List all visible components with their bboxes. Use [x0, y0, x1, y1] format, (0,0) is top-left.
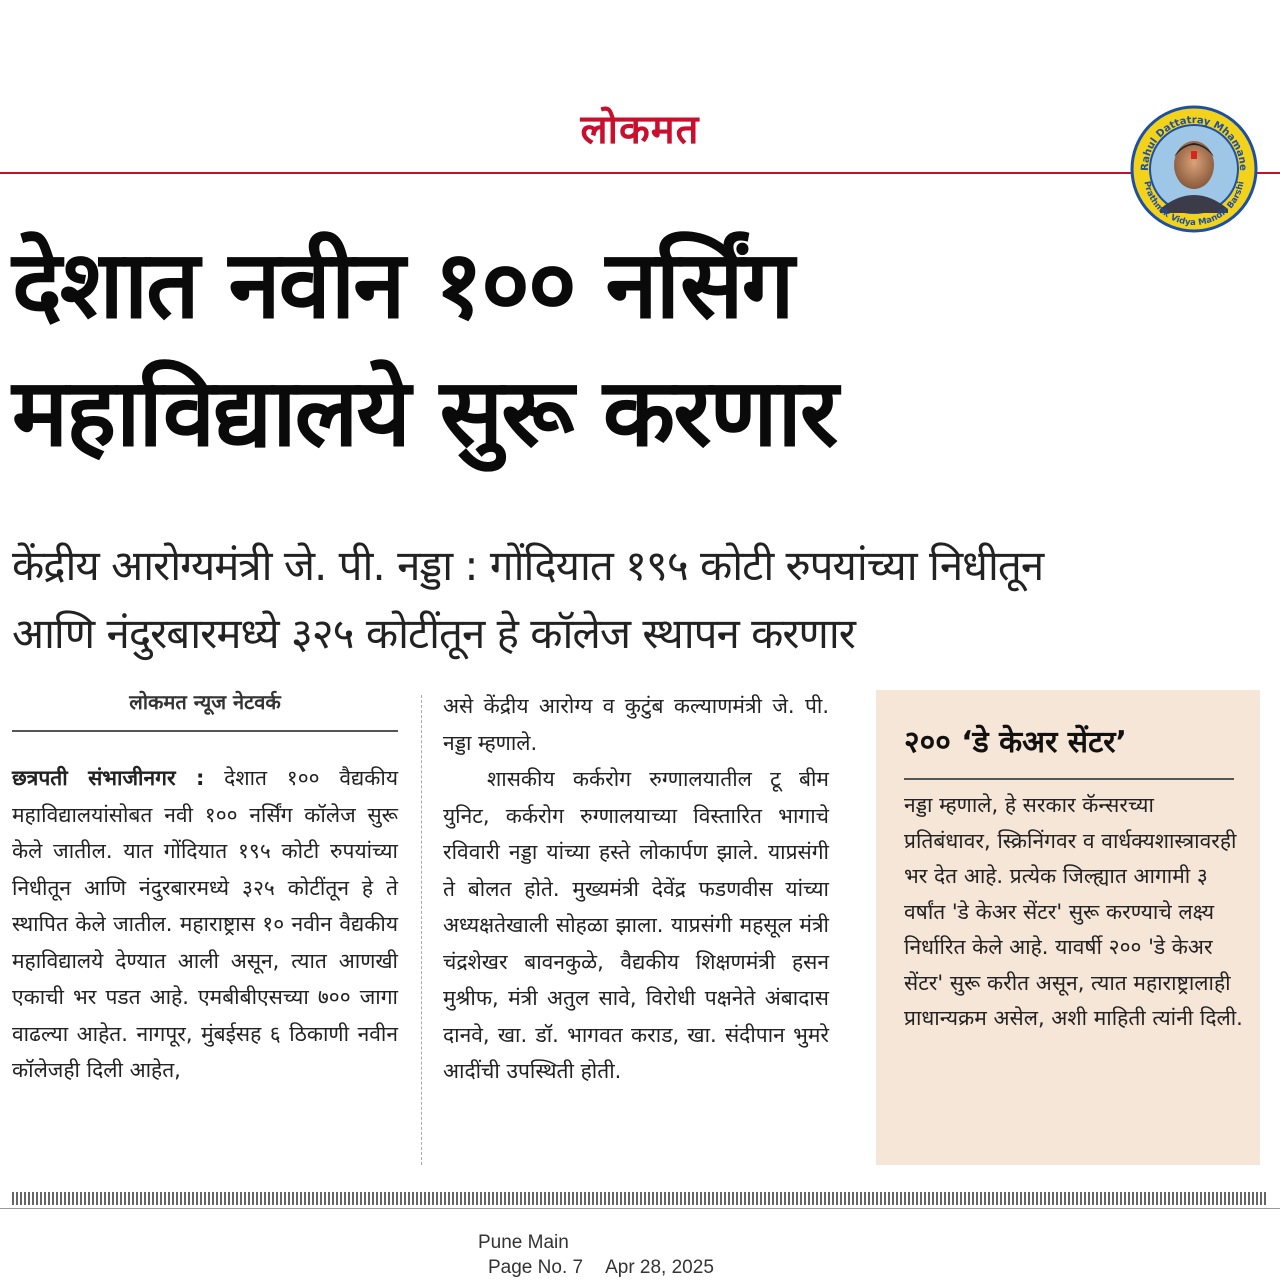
page-number: Page No. 7 — [488, 1257, 584, 1278]
dateline: छत्रपती संभाजीनगर : — [12, 766, 205, 790]
subheadline — [12, 532, 1268, 668]
headline-line-1: देशात नवीन १०० नर्सिंग — [12, 231, 793, 340]
column-2-paragraph-2: शासकीय कर्करोग रुग्णालयातील टू बीम युनिट, कर्करोग रुग्णालयाच्या विस्तारित भागाचे रविवारी नड्डा यांच्या हस्ते लोकार्पण झाले. याप्रसंगी ते बोलत होते. मुख्यमंत्री देवेंद्र फडणवीस यांच्या अध्यक्षतेखाली सोहळा झाला. याप्रसंगी महसूल मंत्री चंद्रशेखर बावनकुळे, वैद्यकीय शिक्षणमंत्री हसन मुश्रीफ, मंत्री अतुल सावे, विरोधी पक्षनेते अंबादास दानवे, खा. डॉ. भागवत कराड, खा. संदीपान भुमरे आदींची उपस्थिती होती. — [443, 767, 829, 1083]
column-divider — [421, 695, 422, 1165]
byline-rule — [12, 730, 398, 732]
sidebar-text: नड्डा म्हणाले, हे सरकार कॅन्सरच्या प्रतिबंधावर, स्क्रिनिंगवर व वार्धक्यशास्त्रावरही भर देत आहे. प्रत्येक जिल्ह्यात आगामी ३ वर्षांत 'डे केअर सेंटर' सुरू करण्याचे लक्ष्य निर्धारित केले आहे. यावर्षी २०० 'डे केअर सेंटर' सुरू करीत असून, त्यात महाराष्ट्रालाही प्राधान्यक्रम असेल, अशी माहिती त्यांनी दिली. — [904, 793, 1243, 1030]
sidebar-title: २०० ‘डे केअर सेंटर’ — [904, 725, 1127, 760]
publication-date: Apr 28, 2025 — [605, 1257, 714, 1278]
column-1-text: देशात १०० वैद्यकीय महाविद्यालयांसोबत नवी १०० नर्सिंग कॉलेज सुरू केले जातील. यात गोंदियात १९५ कोटी रुपयांच्या निधीतून आणि नंदुरबारमध्ये ३२५ कोटींतून हे ते स्थापित केले जातील. महाराष्ट्रास १० नवीन वैद्यकीय महाविद्यालये देण्यात आली असून, त्यात आणखी एकाची भर पडत आहे. एमबीबीएसच्या ७०० जागा वाढल्या आहेत. नागपूर, मुंबईसह ६ ठिकाणी नवीन कॉलेजही दिली आहेत, — [12, 766, 398, 1082]
edition-name: Pune Main — [478, 1232, 569, 1253]
headline — [12, 222, 1262, 478]
article-column-1 — [12, 760, 398, 1089]
author-seal — [1130, 105, 1258, 233]
footer-rule — [0, 1208, 1280, 1209]
headline-line-2: महाविद्यालये सुरू करणार — [12, 359, 837, 468]
seal-bottom-text: Prathmik Vidya Mandir Barshi — [1141, 180, 1247, 229]
page-info — [488, 1257, 714, 1279]
article-column-2 — [443, 688, 829, 1090]
masthead-rule — [0, 172, 1280, 174]
byline: लोकमत न्यूज नेटवर्क — [129, 690, 281, 714]
subheadline-line-2: आणि नंदुरबारमध्ये ३२५ कोटींतून हे कॉलेज स्थापन करणार — [12, 609, 855, 658]
sidebar-box — [876, 690, 1260, 1165]
sidebar-rule — [904, 778, 1234, 780]
column-2-paragraph-1: असे केंद्रीय आरोग्य व कुटुंब कल्याणमंत्री जे. पी. नड्डा म्हणाले. — [443, 694, 829, 755]
subheadline-line-1: केंद्रीय आरोग्यमंत्री जे. पी. नड्डा : गोंदियात १९५ कोटी रुपयांच्या निधीतून — [12, 541, 1044, 590]
page-bottom-border — [12, 1192, 1268, 1205]
masthead-logo: लोकमत — [580, 106, 700, 153]
seal-top-text: Rahul Dattatray Mhamane — [1139, 114, 1249, 172]
